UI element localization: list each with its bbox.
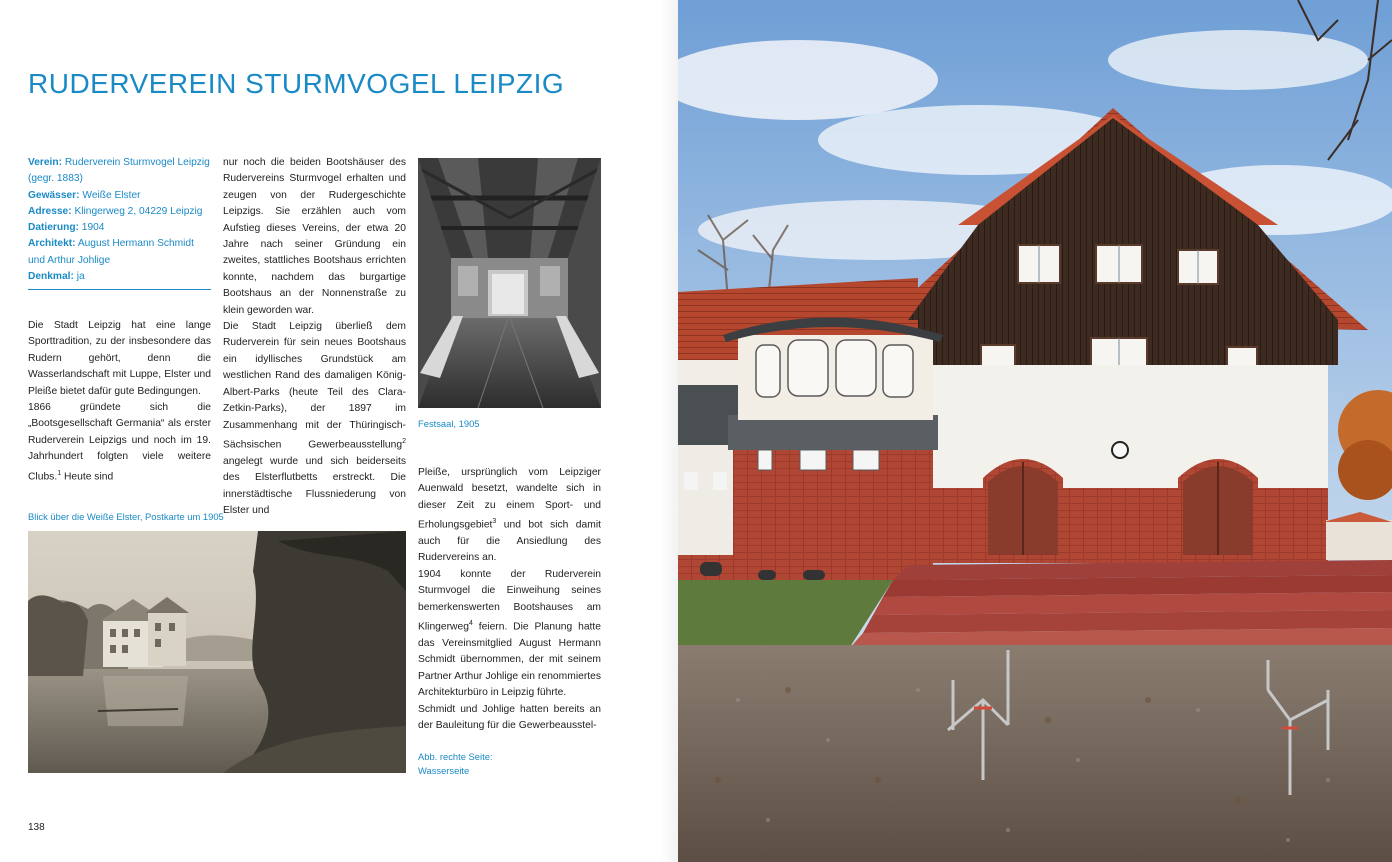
info-box	[28, 155, 211, 290]
postkarte-photo	[28, 531, 406, 773]
rechte-seite-caption: Abb. rechte Seite: Wasserseite	[418, 751, 493, 776]
info-datierung: Datierung: 1904	[28, 222, 105, 234]
left-page	[0, 0, 678, 862]
info-gewaesser: Gewässer: Weiße Elster	[28, 189, 141, 201]
paragraph: 1866 gründete sich die „Bootsgesellschaft Germania“ als erster Ruderverein Leipzigs und noch im 19. Jahrhundert folgten viele weitere Clubs.$^1$ Heute sind	[28, 402, 211, 483]
postkarte-image	[28, 531, 406, 773]
festsaal-image	[418, 158, 601, 408]
paragraph: Die Stadt Leipzig überließ dem Ruderverein für sein neues Bootshaus ein idyllisches Grundstück am westlichen Rand des damaligen König-Albert-Parks (heute Teil des Clara-Zetkin-Parks), der 1897 im Zusammenhang mit der Thüringisch-Sächsischen Gewerbeausstellung$^2$ angelegt wurde und sich beiderseits des Elsterflutbetts erstreckt. Die innerstädtische Flussniederung von Elster und	[223, 321, 406, 516]
info-verein: Verein: Ruderverein Sturmvogel Leipzig (gegr. 1883)	[28, 157, 210, 185]
boathouse-photo	[678, 0, 1392, 862]
info-architekt: Architekt: August Hermann Schmidt und Arthur Johlige	[28, 238, 194, 266]
postkarte-caption: Blick über die Weiße Elster, Postkarte um 1905	[28, 511, 224, 522]
paragraph: Schmidt und Johlige hatten bereits an der Bauleitung für die Gewerbeausstel-	[418, 703, 601, 731]
info-denkmal: Denkmal: ja	[28, 271, 85, 283]
info-adresse: Adresse: Klingerweg 2, 04229 Leipzig	[28, 205, 203, 217]
page-title: RUDERVEREIN STURMVOGEL LEIPZIG	[28, 68, 565, 99]
text-column-2	[223, 155, 406, 519]
right-page-photo	[678, 0, 1392, 862]
festsaal-caption: Festsaal, 1905	[418, 418, 480, 429]
page-gutter	[660, 0, 678, 862]
festsaal-photo	[418, 158, 601, 408]
page-number: 138	[28, 822, 45, 833]
text-column-3	[418, 465, 601, 734]
paragraph: nur noch die beiden Bootshäuser des Rudervereins Sturmvogel erhalten und zeugen von der Rudergeschichte Leipzigs. Sie erzählen auch vom Aufstieg dieses Vereins, der etwa 20 Jahre nach seiner Gründung ein zweites, stattliches Bootshaus errichten konnte, nachdem das burgartige Bootshaus an der Nonnenstraße zu klein geworden war.	[223, 157, 406, 316]
paragraph: Die Stadt Leipzig hat eine lange Sporttradition, zu der insbesondere das Rudern gehört, denn die Wasserlandschaft mit Luppe, Elster und Pleiße bietet dafür gute Bedingungen.	[28, 320, 211, 397]
paragraph: 1904 konnte der Ruderverein Sturmvogel die Einweihung seines bemerkenswerten Bootshauses am Klingerweg$^4$ feiern. Die Planung hatte das Vereinsmitglied August Hermann Schmidt übernommen, der mit seinem Partner Arthur Johlige ein renommiertes Architekturbüro in Leipzig führte.	[418, 568, 601, 699]
text-column-1	[28, 318, 211, 485]
paragraph: Pleiße, ursprünglich vom Leipziger Auenwald besetzt, wandelte sich in dieser Zeit zu einem Sport- und Erholungsgebiet$^3$ und bot sich damit auch für die Ansiedlung des Rudervereins an.	[418, 467, 601, 564]
